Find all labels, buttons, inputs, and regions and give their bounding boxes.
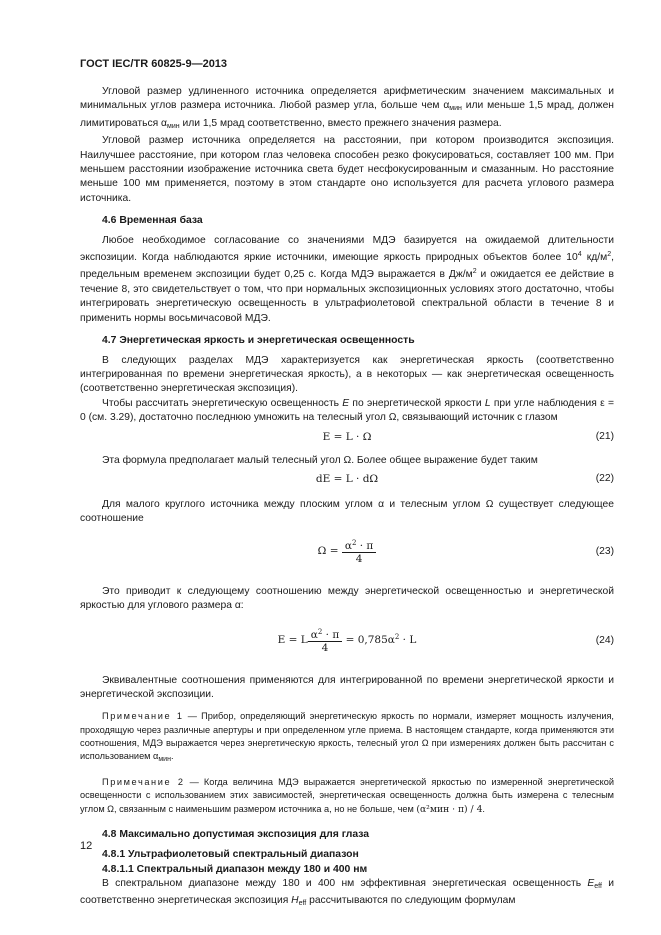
paragraph-equivalent-relations: Эквивалентные соотношения применяются для интегрированной по времени энергетической яркости и энергетической экспозиции.	[80, 674, 614, 700]
equation-23: Ω = $\frac{\alpha^2 \cdot \pi}{4}$ (23)	[317, 538, 614, 565]
document-code: ГОСТ IEC/TR 60825-9—2013	[80, 58, 228, 70]
heading-4-6: 4.6 Временная база	[102, 215, 203, 227]
page-number: 12	[80, 840, 93, 852]
page-body	[80, 85, 614, 912]
heading-4-7: 4.7 Энергетическая яркость и энергетическая освещенность	[102, 335, 415, 347]
heading-4-8-1: 4.8.1 Ультрафиолетовый спектральный диапазон	[102, 849, 359, 861]
note-1: Примечание 1 — Прибор, определяющий энергетическую яркость по нормали, измеряет мощность излучения, проходящую через различные апертуры и при определенном угле приема. В настоящем стандарте, когда применяются эти соотношения, МДЭ выражается через энергетическую яркость, телесный угол Ω при измерениях должен быть рассчитан с использованием $\alpha_{мин}$.	[80, 711, 614, 763]
paragraph-radiance-intro: В следующих разделах МДЭ характеризуется как энергетическая яркость (соответственно интегрированная по времени энергетическая яркость), а в некоторых — как энергетическая освещенность (соответственно энергетическая экспозиция).	[80, 354, 614, 395]
paragraph-irradiance-calc: Чтобы рассчитать энергетическую освещенность E по энергетической яркости L при угле наблюдения ε = 0 (см. 3.29), достаточно последнюю умножить на телесный угол Ω, связывающий источник с глазом	[80, 397, 614, 424]
heading-4-8: 4.8 Максимально допустимая экспозиция для глаза	[102, 828, 370, 840]
equation-24: E = L $\frac{\alpha^2 \cdot \pi}{4}$ = $0,785\alpha^2 \cdot L$ (24)	[277, 627, 614, 654]
heading-4-8-1-1: 4.8.1.1 Спектральный диапазон между 180 и 400 нм	[102, 863, 368, 875]
paragraph-angular-size: Угловой размер удлиненного источника определяется арифметическим значением максимальных и минимальных углов размера источника. Любой размер угла, больше чем $\alpha_{мин}$ или меньше 1,5 мрад, должен лимитироваться $\alpha_{мин}$ или 1,5 мрад соответственно, вместо прежнего значения размера.	[80, 86, 614, 130]
paragraph-time-base: Любое необходимое согласование со значениями МДЭ базируется на ожидаемой длительности экспозиции. Когда наблюдаются яркие источники, имеющие яркость природных объектов более $10^4$ $кд/м^2$, предельным временем экспозиции будет 0,25 с. Когда МДЭ выражается в $Дж/м^2$ и ожидается ее действие в течение 8, это свидетельствует о том, что при нормальных экспозиционных условиях этого достаточно, чтобы интегрировать энергетическую освещенность в ультрафиолетовой спектральной области в течение 8 и применить нормы восьмичасовой МДЭ.	[80, 234, 614, 324]
equation-21: E = L · Ω (21)	[322, 430, 614, 443]
paragraph-circular-source: Для малого круглого источника между плоским углом α и телесным углом Ω существует следующее соотношение	[80, 498, 614, 525]
note-2: Примечание 2 — Когда величина МДЭ выражается энергетической яркостью по измеренной энергетической освещенности с использованием этих зависимостей, энергетическая освещенность должна быть измерена с телесным углом Ω, связанным с наименьшим размером источника а, но не больше, чем (α²мин · π) / 4.	[80, 777, 614, 815]
paragraph-relation-irradiance-radiance: Это приводит к следующему соотношению между энергетической освещенностью и энергетической яркостью для углового размера α:	[80, 585, 614, 612]
paragraph-small-solid-angle: Эта формула предполагает малый телесный угол Ω. Более общее выражение будет таким	[102, 454, 538, 466]
paragraph-distance: Угловой размер источника определяется на расстоянии, при котором производится экспозиция. Наилучшее расстояние, при котором глаз человека способен резко фокусироваться, составляет 100 мм. При меньшем расстоянии изображение источника света будет несфокусированным и смазанным. Но расстояние меньше 100 мм применяется, поэтому в этом стандарте оно используется для расчета углового размера источника.	[80, 135, 614, 204]
paragraph-spectral-range: В спектральном диапазоне между 180 и 400 нм эффективная энергетическая освещенность $E_{eff}$ и соответственно энергетическая экспозиция $H_{eff}$ рассчитываются по следующим формулам	[80, 878, 614, 908]
equation-22: dE = L · dΩ (22)	[315, 472, 614, 485]
